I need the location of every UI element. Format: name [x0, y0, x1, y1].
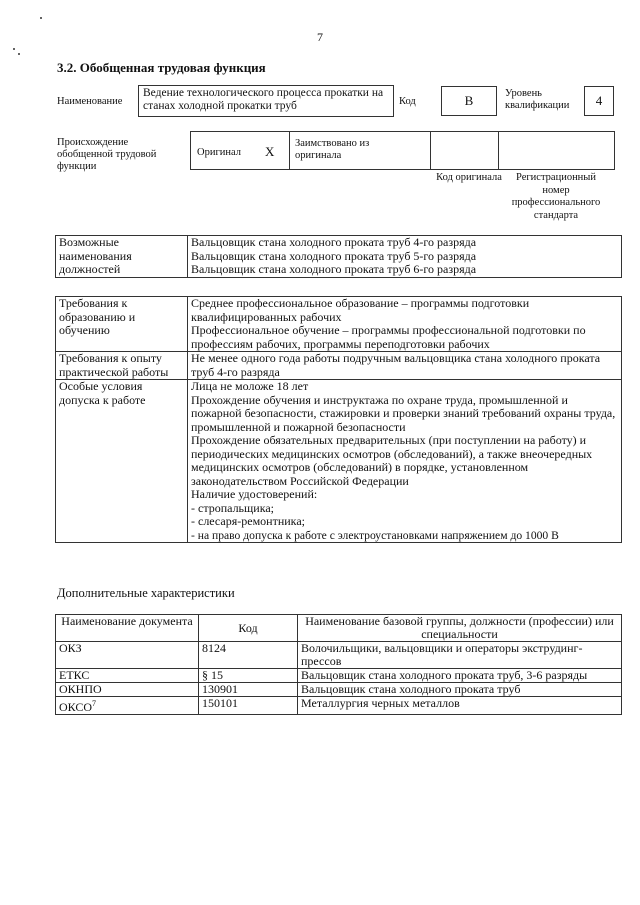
positions-label: Возможные наименования должностей — [56, 236, 188, 278]
header-name: Наименование базовой группы, должности (профессии) или специальности — [298, 615, 622, 642]
requirement-row — [56, 352, 622, 380]
row-name: Вальцовщик стана холодного проката труб, 3-6 разряды — [298, 669, 622, 683]
scan-speck — [18, 53, 20, 55]
row-name: Вальцовщик стана холодного проката труб — [298, 683, 622, 697]
name-label: Наименование — [57, 96, 123, 107]
origin-label: Происхождение обобщенной трудовой функции — [57, 137, 157, 172]
header-doc: Наименование документа — [56, 615, 199, 642]
row-doc: ОКСО — [59, 700, 93, 714]
requirement-values — [188, 297, 622, 352]
requirement-line: Среднее профессиональное образование – программы подготовки квалифицированных рабочих — [191, 296, 530, 324]
scan-speck — [40, 17, 42, 19]
requirement-line: - стропальщика; — [191, 500, 274, 515]
positions-values — [188, 236, 622, 278]
row-doc: ОКНПО — [56, 683, 199, 697]
row-code: 130901 — [199, 683, 298, 697]
code-caption: Код оригинала — [436, 172, 502, 183]
requirements-table — [55, 296, 622, 543]
row-code: 150101 — [199, 697, 298, 715]
row-code: § 15 — [199, 669, 298, 683]
original-label: Оригинал — [197, 147, 241, 158]
position-item: Вальцовщик стана холодного проката труб 6-го разряда — [191, 262, 477, 276]
scan-speck — [13, 48, 15, 50]
page-number: 7 — [317, 30, 323, 44]
function-name-box — [138, 85, 394, 117]
row-name: Металлургия черных металлов — [298, 697, 622, 715]
table-row — [56, 683, 622, 697]
requirement-line: Прохождение обязательных предварительных (при поступлении на работу) и периодических медицинских осмотров (обследований), а также внеочередных медицинских осмотров (обследований) в порядке, установленном законодательством Российской Федерации — [191, 433, 593, 488]
section-title: 3.2. Обобщенная трудовая функция — [57, 60, 266, 75]
level-value: 4 — [595, 93, 603, 108]
level-label: Уровень квалификации — [505, 88, 570, 111]
requirement-line: Не менее одного года работы подручным вальцовщика стана холодного проката труб 4-го разряда — [191, 351, 601, 379]
footnote-mark: 7 — [92, 699, 97, 708]
requirement-label: Требования к образованию и обучению — [56, 297, 188, 352]
original-mark: X — [265, 144, 275, 159]
header-row — [56, 615, 622, 642]
position-item: Вальцовщик стана холодного проката труб 5-го разряда — [191, 248, 477, 263]
table-row — [56, 697, 622, 715]
code-value: B — [464, 93, 474, 108]
requirement-line: Прохождение обучения и инструктажа по охране труда, промышленной и пожарной безопасности, стажировки и проверки знаний требований охраны труда, промышленной и пожарной безопасности — [191, 392, 616, 434]
requirement-line: Профессиональное обучение – программы профессиональной подготовки по профессиям рабочих, программы переподготовки рабочих — [191, 323, 586, 351]
requirement-label: Требования к опыту практической работы — [56, 352, 188, 380]
requirement-values — [188, 380, 622, 543]
additional-table — [55, 614, 622, 715]
divider — [430, 132, 431, 169]
requirement-line: Лица не моложе 18 лет — [191, 379, 309, 393]
requirement-line: - слесаря-ремонтника; — [191, 514, 305, 528]
divider — [498, 132, 499, 169]
row-doc-cell — [56, 697, 199, 715]
row-doc: ОКЗ — [56, 642, 199, 669]
requirement-values — [188, 352, 622, 380]
row-doc: ЕТКС — [56, 669, 199, 683]
table-row — [56, 642, 622, 669]
positions-table — [55, 235, 622, 278]
requirement-line: - на право допуска к работе с электроустановками напряжением до 1000 В — [191, 528, 559, 542]
code-value-box — [441, 86, 497, 116]
requirement-line: Наличие удостоверений: — [191, 487, 318, 501]
borrowed-label: Заимствовано из оригинала — [295, 138, 370, 161]
row-name: Волочильщики, вальцовщики и операторы экструдинг-прессов — [298, 642, 622, 669]
row-code: 8124 — [199, 642, 298, 669]
reg-caption: Регистрационный номер профессионального стандарта — [511, 172, 601, 221]
divider — [289, 132, 290, 169]
requirement-row — [56, 297, 622, 352]
requirement-row — [56, 380, 622, 543]
code-label: Код — [399, 96, 416, 107]
additional-title: Дополнительные характеристики — [57, 586, 235, 600]
origin-table — [190, 131, 615, 170]
function-name-value: Ведение технологического процесса прокатки на станах холодной прокатки труб — [143, 87, 384, 112]
table-row — [56, 669, 622, 683]
header-code: Код — [199, 615, 298, 642]
position-item: Вальцовщик стана холодного проката труб 4-го разряда — [191, 235, 477, 249]
level-value-box — [584, 86, 614, 116]
requirement-label: Особые условия допуска к работе — [56, 380, 188, 543]
